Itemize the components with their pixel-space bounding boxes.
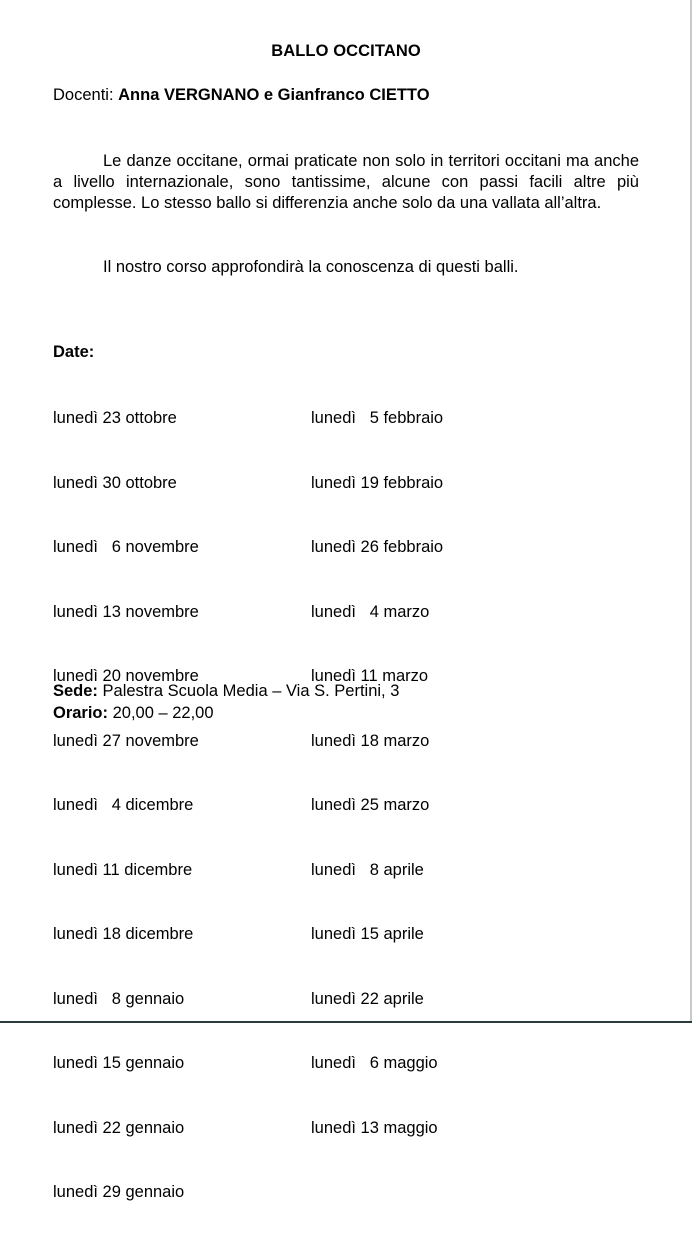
time-label: Orario: xyxy=(53,704,109,722)
venue-value: Palestra Scuola Media – Via S. Pertini, 3 xyxy=(102,682,400,700)
date-item: lunedì 6 maggio xyxy=(311,1054,438,1072)
date-item: lunedì 11 dicembre xyxy=(53,860,193,879)
date-item: lunedì 22 gennaio xyxy=(53,1118,185,1137)
venue-line xyxy=(53,682,399,701)
time-line xyxy=(53,704,214,723)
date-item: lunedì 13 novembre xyxy=(53,602,199,621)
date-item: lunedì 29 gennaio xyxy=(53,1183,185,1201)
date-item: lunedì 4 marzo xyxy=(311,602,430,621)
date-item: lunedì 27 novembre xyxy=(53,731,199,750)
document-title: BALLO OCCITANO xyxy=(271,42,421,60)
intro-paragraph: Le danze occitane, ormai praticate non solo in territori occitani ma anche a livello internazionale, sono tantissime, alcune con passi facili altre più complesse. Lo stesso ballo si differenzia anche solo da una vallata all’altra. xyxy=(53,152,639,212)
dates-heading: Date: xyxy=(53,343,95,361)
date-item: lunedì 18 dicembre xyxy=(53,925,194,943)
dates-column-left xyxy=(53,365,199,1247)
date-item: lunedì 22 aprile xyxy=(311,989,424,1008)
date-item: lunedì 20 novembre xyxy=(53,667,199,685)
teachers-names: Anna VERGNANO e Gianfranco CIETTO xyxy=(118,86,430,104)
date-item: lunedì 11 marzo xyxy=(311,667,429,685)
venue-label: Sede: xyxy=(53,682,98,700)
date-item: lunedì 25 marzo xyxy=(311,796,430,814)
teachers-line xyxy=(53,86,430,105)
date-item: lunedì 26 febbraio xyxy=(311,538,444,556)
date-item: lunedì 15 gennaio xyxy=(53,1054,185,1072)
date-item: lunedì 4 dicembre xyxy=(53,796,194,814)
date-item: lunedì 18 marzo xyxy=(311,731,430,750)
date-item: lunedì 30 ottobre xyxy=(53,473,177,492)
date-item: lunedì 8 aprile xyxy=(311,860,424,879)
date-item: lunedì 8 gennaio xyxy=(53,989,185,1008)
teachers-label: Docenti: xyxy=(53,86,114,104)
date-item: lunedì 15 aprile xyxy=(311,925,424,943)
date-item: lunedì 19 febbraio xyxy=(311,473,444,492)
date-item: lunedì 6 novembre xyxy=(53,538,199,556)
course-paragraph: Il nostro corso approfondirà la conoscenza di questi balli. xyxy=(103,258,519,276)
date-item: lunedì 5 febbraio xyxy=(311,409,444,427)
dates-column-right xyxy=(311,365,443,1182)
date-item: lunedì 23 ottobre xyxy=(53,409,177,427)
date-item: lunedì 13 maggio xyxy=(311,1118,438,1137)
time-value: 20,00 – 22,00 xyxy=(112,704,214,722)
